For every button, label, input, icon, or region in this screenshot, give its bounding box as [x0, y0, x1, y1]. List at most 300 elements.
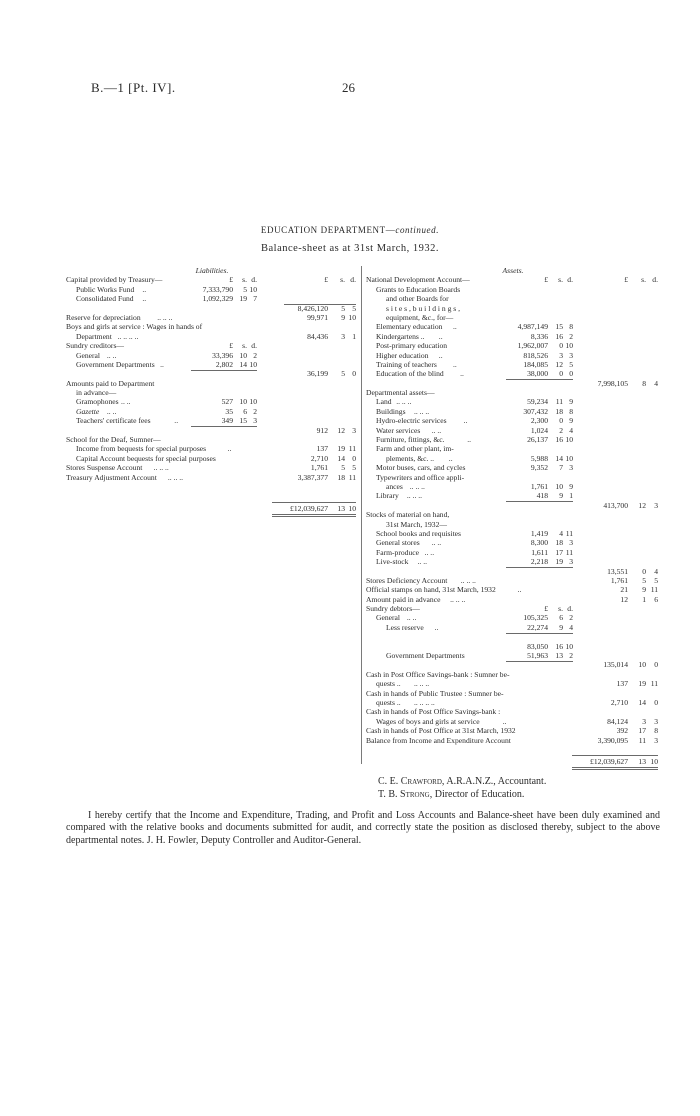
row-label: Government Departments	[76, 359, 155, 369]
row-label: quests ..	[376, 679, 401, 689]
amount-t3: 10	[348, 312, 356, 322]
ledger-row	[66, 351, 358, 360]
ledger-row	[66, 388, 358, 397]
amount-c2: 10	[555, 481, 563, 491]
amount-c2: 14	[239, 359, 247, 369]
signatory-name: T. B. Strong	[378, 789, 430, 800]
ledger-row	[366, 632, 660, 641]
amount-c3: 10	[249, 284, 257, 294]
amount-t3: 3	[654, 500, 658, 510]
row-label: Official stamps on hand, 31st March, 1932	[366, 585, 496, 595]
ledger-row	[366, 501, 660, 510]
amount-c1: 1,419	[530, 528, 548, 538]
ledger-row	[366, 360, 660, 369]
ledger-row	[66, 360, 358, 369]
amount-t3: 4	[654, 566, 658, 576]
row-label: Cash in hands of Post Office Savings-bank :	[366, 707, 501, 717]
amount-t3: 11	[650, 585, 658, 595]
amount-t1: 13,551	[607, 566, 628, 576]
ledger-row	[66, 416, 358, 425]
total-rule	[272, 516, 356, 517]
amount-c1: £	[544, 275, 548, 285]
amount-c3: 1	[569, 491, 573, 501]
row-label: Hydro-electric services	[376, 416, 447, 426]
amount-c1: 2,218	[530, 557, 548, 567]
amount-c2: 17	[555, 547, 563, 557]
amount-t3: 11	[348, 444, 356, 454]
amount-c2: 19	[555, 557, 563, 567]
ledger-row	[366, 341, 660, 350]
ledger-row	[66, 294, 358, 303]
amount-t1: 7,998,105	[597, 378, 628, 388]
row-label: Public Works Fund	[76, 284, 135, 294]
row-label: Reserve for depreciation	[66, 312, 141, 322]
row-label: Boys and girls at service : Wages in hands of	[66, 322, 203, 332]
amount-t1: 21	[620, 585, 628, 595]
amount-c2: 9	[559, 622, 563, 632]
amount-c1: 349	[221, 416, 233, 426]
amount-t2: 1	[642, 594, 646, 604]
assets-total-row	[366, 757, 660, 766]
leader-dots: .. .. ..	[153, 463, 169, 473]
ledger-row	[366, 407, 660, 416]
row-label: ances	[386, 481, 403, 491]
amount-c3: 4	[569, 622, 573, 632]
leader-dots: ..	[453, 322, 457, 332]
amount-c1: 51,963	[527, 651, 548, 661]
amount-c3: 10	[249, 397, 257, 407]
row-label: Cash in Post Office Savings-bank : Sumner be-	[366, 669, 510, 679]
row-label: plements, &c. ..	[386, 453, 435, 463]
department-name: EDUCATION DEPARTMENT—	[260, 225, 396, 235]
amount-t3: 4	[654, 378, 658, 388]
amount-c2: 16	[555, 641, 563, 651]
leader-dots: ..	[517, 585, 522, 595]
leader-dots: .. ..	[121, 397, 131, 407]
amount-c1: 4,987,149	[517, 322, 548, 332]
amount-c1: 1,611	[531, 547, 548, 557]
ledger-row	[66, 379, 358, 388]
row-label: Live-stock	[376, 557, 409, 567]
row-label: Capital Account bequests for special purposes	[76, 453, 216, 463]
ledger-row	[66, 397, 358, 406]
ledger-row	[366, 454, 660, 463]
ledger-row	[366, 397, 660, 406]
total-t3: 10	[650, 756, 658, 766]
leader-dots: .. ..	[417, 557, 427, 567]
amount-t1: 135,014	[603, 660, 628, 670]
row-label: Department	[76, 331, 112, 341]
ledger-row	[366, 444, 660, 453]
amount-t1: 1,761	[310, 463, 328, 473]
amount-c1: 22,274	[527, 622, 548, 632]
ledger-row	[366, 416, 660, 425]
amount-t2: 5	[341, 369, 345, 379]
leader-dots: ..	[174, 416, 179, 426]
signatory-director	[378, 789, 524, 801]
column-divider	[361, 266, 362, 764]
amount-t1: 392	[616, 726, 628, 736]
signatory-role: , A.R.A.N.Z., Accountant.	[441, 776, 547, 787]
ledger-row	[366, 651, 660, 660]
amount-c2: s.	[242, 275, 247, 285]
row-label: School for the Deaf, Sumner—	[66, 435, 161, 445]
total-t1: £12,039,627	[590, 756, 628, 766]
amount-t3: 11	[650, 679, 658, 689]
amount-t2: 0	[642, 566, 646, 576]
amount-c2: 0	[559, 369, 563, 379]
row-label: Stores Suspense Account	[66, 463, 143, 473]
amount-t1: 2,710	[610, 697, 628, 707]
row-label: Capital provided by Treasury—	[66, 275, 163, 285]
leader-dots: ..	[438, 350, 443, 360]
amount-t2: 3	[642, 716, 646, 726]
ledger-row	[366, 576, 660, 585]
amount-c3: 3	[569, 557, 573, 567]
amount-c3: 2	[569, 651, 573, 661]
ledger-row	[366, 322, 660, 331]
ledger-row	[66, 444, 358, 453]
ledger-row	[66, 426, 358, 435]
amount-c2: 10	[239, 350, 247, 360]
amount-c1: 59,234	[527, 397, 548, 407]
amount-c3: 10	[565, 341, 573, 351]
amount-t3: 5	[352, 463, 356, 473]
row-label: Income from bequests for special purposes	[76, 444, 207, 454]
row-label: Sundry creditors—	[66, 341, 124, 351]
ledger-row	[366, 332, 660, 341]
leader-dots: .. ..	[106, 350, 117, 360]
amount-c1: 527	[221, 397, 233, 407]
page-number: 26	[342, 80, 355, 95]
leader-dots: ..	[142, 294, 147, 304]
ledger-row	[66, 369, 358, 378]
amount-t2: 18	[337, 472, 345, 482]
amount-c2: 18	[555, 538, 563, 548]
amount-c1: £	[544, 604, 548, 614]
ledger-row	[366, 520, 660, 529]
ledger-row	[366, 510, 660, 519]
amount-t1: 8,426,120	[297, 303, 328, 313]
amount-t1: 137	[316, 444, 328, 454]
leader-dots: .. .. ..	[413, 406, 430, 416]
amount-t2: 9	[642, 585, 646, 595]
amount-c1: 8,336	[530, 331, 548, 341]
amount-c1: 9,352	[530, 463, 548, 473]
amount-c3: 3	[569, 350, 573, 360]
leader-dots: .. ..	[406, 613, 417, 623]
continued-label: continued.	[395, 225, 440, 235]
amount-t2: 12	[638, 500, 646, 510]
amount-t3: 1	[352, 331, 356, 341]
amount-t3: 0	[654, 697, 658, 707]
amount-c1: 26,137	[527, 435, 548, 445]
amount-t1: 1,761	[610, 575, 628, 585]
row-label: Buildings	[376, 406, 406, 416]
row-label: Sundry debtors—	[366, 604, 420, 614]
amount-t2: 17	[638, 726, 646, 736]
row-label: General stores	[376, 538, 420, 548]
row-label: Land	[376, 397, 392, 407]
row-label: and other Boards for	[386, 294, 449, 304]
ledger-row	[66, 285, 358, 294]
row-label: General	[76, 350, 101, 360]
total-rule	[572, 767, 658, 768]
leader-dots: ..	[467, 435, 471, 445]
leader-dots: .. .. ..	[413, 679, 430, 689]
amount-t1: 84,124	[607, 716, 628, 726]
amount-t1: 912	[316, 425, 328, 435]
row-label: Stocks of material on hand,	[366, 510, 450, 520]
amount-c1: 83,050	[527, 641, 548, 651]
amount-t3: 8	[654, 726, 658, 736]
amount-c2: 13	[555, 651, 563, 661]
ledger-row	[366, 313, 660, 322]
row-label: Water services	[376, 425, 421, 435]
amount-t3: d.	[652, 275, 658, 285]
ledger-row	[366, 595, 660, 604]
amount-t1: 3,387,377	[297, 472, 328, 482]
total-rule	[272, 502, 356, 503]
amount-c2: 16	[555, 435, 563, 445]
department-title	[0, 225, 700, 235]
amount-c2: 12	[555, 359, 563, 369]
row-label: in advance—	[76, 388, 117, 398]
ledger-row	[66, 322, 358, 331]
amount-t3: 0	[654, 660, 658, 670]
amount-c3: d.	[567, 604, 573, 614]
amount-t2: 3	[341, 331, 345, 341]
leader-dots: .. ..	[431, 425, 442, 435]
amount-c1: 7,333,790	[202, 284, 233, 294]
ledger-row	[366, 435, 660, 444]
ledger-row	[366, 613, 660, 622]
amount-t2: 11	[638, 735, 646, 745]
row-label: Kindergartens ..	[376, 331, 425, 341]
amount-c2: 3	[559, 350, 563, 360]
leader-dots: ..	[227, 444, 232, 454]
row-label: Training of teachers	[376, 359, 437, 369]
amount-c2: 19	[239, 294, 247, 304]
amount-t2: 19	[638, 679, 646, 689]
amount-c2: 9	[559, 491, 563, 501]
ledger-row	[366, 689, 660, 698]
amount-t3: 3	[352, 425, 356, 435]
amount-c3: 10	[565, 641, 573, 651]
assets-column	[366, 266, 660, 766]
ledger-row	[366, 736, 660, 745]
amount-c3: 9	[569, 416, 573, 426]
ledger-row	[366, 426, 660, 435]
amount-c3: 4	[569, 425, 573, 435]
amount-t2: 5	[341, 303, 345, 313]
amount-c3: 2	[569, 613, 573, 623]
amount-c3: 2	[253, 406, 257, 416]
amount-c3: 10	[565, 435, 573, 445]
amount-c2: 0	[559, 341, 563, 351]
amount-t1: 413,700	[603, 500, 628, 510]
amount-c1: 5,988	[530, 453, 548, 463]
paper-reference: B.—1 [Pt. IV].	[91, 80, 176, 95]
row-label: Typewriters and office appli-	[376, 472, 465, 482]
amount-t3: d.	[350, 275, 356, 285]
amount-t2: 5	[642, 575, 646, 585]
amount-c3: 2	[569, 331, 573, 341]
ledger-row	[66, 435, 358, 444]
amount-c3: 8	[569, 406, 573, 416]
liabilities-total-row	[66, 504, 358, 513]
row-label: Gazette	[76, 406, 100, 416]
row-label: s i t e s , b u i l d i n g s ,	[386, 303, 461, 313]
row-label: Gramophones	[76, 397, 119, 407]
leader-dots: .. .. ..	[396, 397, 412, 407]
amount-c1: 33,396	[212, 350, 233, 360]
amount-c3: 3	[569, 538, 573, 548]
amount-c1: 418	[536, 491, 548, 501]
amount-c2: 4	[559, 528, 563, 538]
leader-dots: ..	[160, 359, 164, 369]
amount-c1: 38,000	[527, 369, 548, 379]
amount-c1: £	[229, 275, 233, 285]
row-label: Library	[376, 491, 399, 501]
ledger-row	[366, 294, 660, 303]
row-label: Education of the blind	[376, 369, 444, 379]
amount-c3: 7	[253, 294, 257, 304]
total-t2: 13	[638, 756, 646, 766]
row-label: Grants to Education Boards	[376, 284, 461, 294]
amount-t2: 12	[337, 425, 345, 435]
leader-dots: .. .. ..	[460, 575, 476, 585]
amount-t1: £	[624, 275, 628, 285]
ledger-row	[366, 388, 660, 397]
row-label: Furniture, fittings, &c.	[376, 435, 445, 445]
ledger-row	[66, 341, 358, 350]
leader-dots: .. ..	[106, 406, 117, 416]
ledger-row	[366, 351, 660, 360]
row-label: Government Departments	[386, 651, 465, 661]
ledger-row	[366, 529, 660, 538]
leader-dots: .. .. ..	[450, 594, 466, 604]
amount-c3: 8	[569, 322, 573, 332]
amount-t2: 14	[638, 697, 646, 707]
ledger-row	[366, 548, 660, 557]
amount-t2: 9	[341, 312, 345, 322]
ledger-row	[366, 491, 660, 500]
ledger-row	[366, 482, 660, 491]
amount-t1: 137	[616, 679, 628, 689]
ledger-row	[366, 473, 660, 482]
amount-c2: s.	[242, 341, 247, 351]
row-label: Balance from Income and Expenditure Account	[366, 735, 511, 745]
row-label: Farm-produce	[376, 547, 420, 557]
ledger-row	[366, 463, 660, 472]
ledger-row	[66, 275, 358, 284]
amount-t1: 12	[620, 594, 628, 604]
signatory-name: C. E. Crawford	[378, 776, 442, 787]
row-label: Consolidated Fund	[76, 294, 134, 304]
amount-t2: 14	[337, 453, 345, 463]
assets-rows	[366, 275, 660, 745]
row-label: equipment, &c., for—	[386, 312, 454, 322]
ledger-row	[366, 285, 660, 294]
amount-t3: 0	[352, 369, 356, 379]
leader-dots: .. ..	[431, 538, 442, 548]
signatory-role: , Director of Education.	[429, 789, 525, 800]
amount-c1: 184,085	[523, 359, 548, 369]
amount-c3: d.	[251, 275, 257, 285]
row-label: General	[376, 613, 401, 623]
assets-heading: Assets.	[502, 266, 524, 275]
amount-t2: s.	[340, 275, 345, 285]
total-rule	[572, 755, 658, 756]
amount-c2: 2	[559, 425, 563, 435]
amount-c3: 10	[249, 359, 257, 369]
row-label: National Development Account—	[366, 275, 470, 285]
ledger-row	[66, 454, 358, 463]
amount-c3: d.	[567, 275, 573, 285]
amount-t2: s.	[641, 275, 646, 285]
row-label: Amount paid in advance	[366, 594, 441, 604]
amount-c1: 307,432	[523, 406, 548, 416]
total-t3: 10	[348, 503, 356, 513]
row-label: Higher education	[376, 350, 429, 360]
amount-c3: 11	[565, 528, 573, 538]
ledger-row	[366, 567, 660, 576]
ledger-row	[366, 707, 660, 716]
ledger-row	[366, 304, 660, 313]
amount-c3: 11	[565, 547, 573, 557]
amount-c3: 9	[569, 481, 573, 491]
amount-t3: 11	[348, 472, 356, 482]
ledger-row	[66, 332, 358, 341]
row-label: Elementary education	[376, 322, 443, 332]
amount-c3: 0	[569, 369, 573, 379]
amount-c3: 10	[565, 453, 573, 463]
amount-c1: 818,526	[523, 350, 548, 360]
amount-c2: 11	[555, 397, 563, 407]
total-rule	[272, 514, 356, 515]
ledger-row	[66, 407, 358, 416]
amount-c1: 2,300	[530, 416, 548, 426]
amount-t3: 5	[352, 303, 356, 313]
row-label: Stores Deficiency Account	[366, 575, 448, 585]
ledger-row	[366, 660, 660, 669]
leader-dots: .. .. ..	[167, 472, 184, 482]
row-label: Farm and other plant, im-	[376, 444, 454, 454]
ledger-row	[366, 717, 660, 726]
row-label: quests ..	[376, 697, 401, 707]
amount-t2: 8	[642, 378, 646, 388]
leader-dots: ..	[434, 622, 439, 632]
amount-t3: 6	[654, 594, 658, 604]
leader-dots: ..	[438, 331, 443, 341]
amount-c2: 15	[555, 322, 563, 332]
ledger-row	[366, 726, 660, 735]
audit-certificate: I hereby certify that the Income and Expenditure, Trading, and Profit and Loss Accounts and Balance-sheet have been duly examined and compared with the relative books and documents submitted for audit, and correctly state the position as disclosed thereby, subject to the above departmental notes. J. H. Fowler, Deputy Controller and Auditor-General.	[66, 810, 660, 846]
amount-c2: 5	[243, 284, 247, 294]
row-label: Departmental assets—	[366, 388, 435, 398]
amount-t3: 3	[654, 716, 658, 726]
amount-t1: 2,710	[310, 453, 328, 463]
amount-c2: 16	[555, 331, 563, 341]
amount-c2: s.	[558, 604, 563, 614]
amount-c1: 1,092,329	[202, 294, 233, 304]
row-label: Cash in hands of Public Trustee : Sumner be-	[366, 688, 504, 698]
ledger-row	[66, 313, 358, 322]
amount-c2: 0	[559, 416, 563, 426]
amount-c1: 2,802	[215, 359, 233, 369]
ledger-row	[366, 623, 660, 632]
